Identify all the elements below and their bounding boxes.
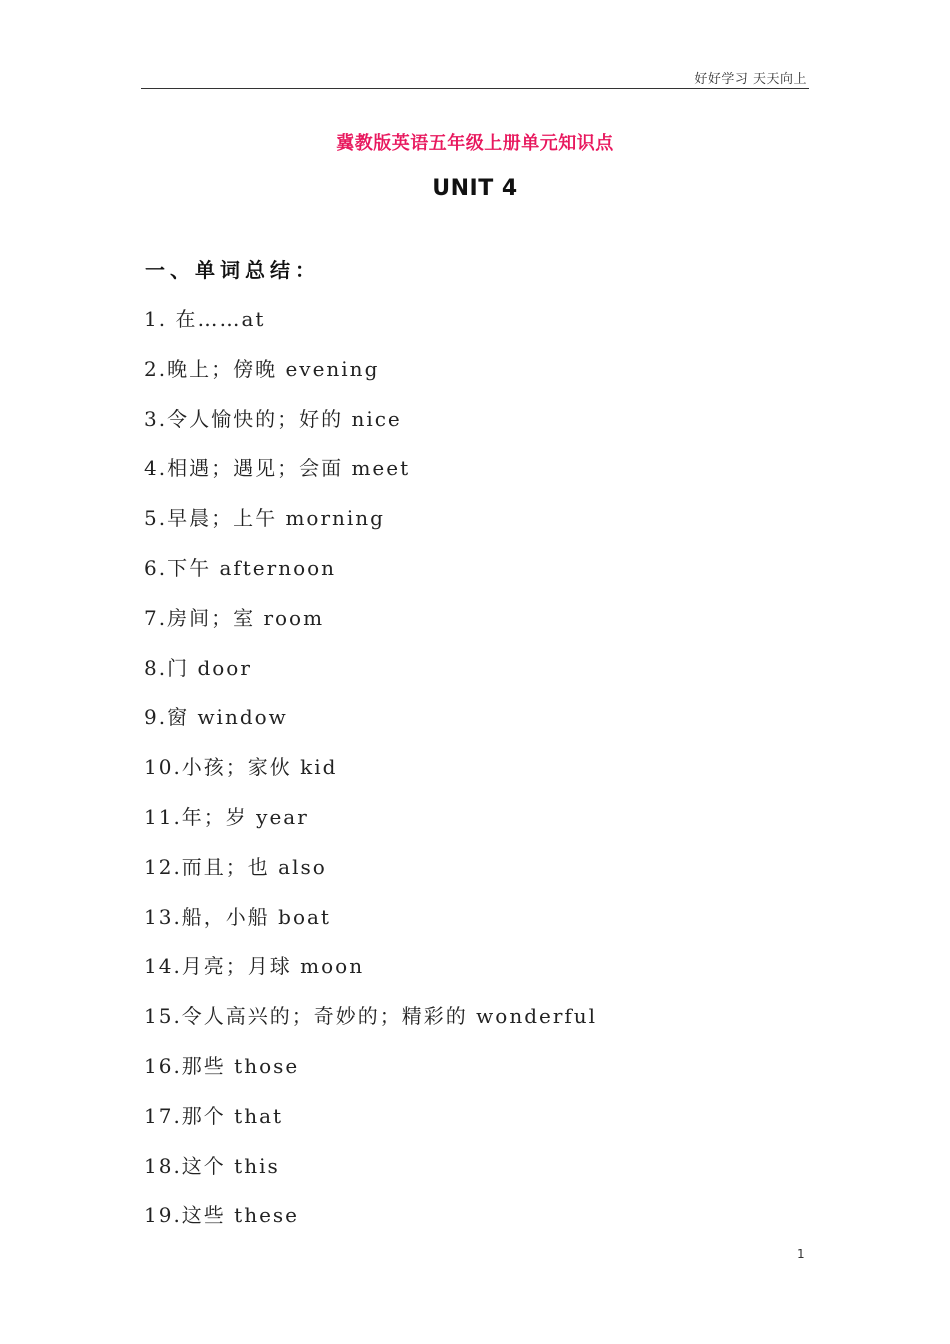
section-heading-vocabulary: 一、单词总结：	[145, 258, 320, 282]
vocab-item: 11.年；岁 year	[144, 804, 309, 829]
vocab-item: 1. 在……at	[144, 307, 266, 331]
header-motto: 好好学习 天天向上	[694, 72, 807, 87]
vocab-item: 18.这个 this	[144, 1153, 280, 1178]
vocab-item: 8.门 door	[144, 655, 252, 680]
vocab-item: 19.这些 these	[144, 1203, 300, 1228]
vocabulary-list	[144, 304, 597, 1250]
vocab-item: 2.晚上；傍晚 evening	[144, 356, 380, 381]
vocab-item: 14.月亮；月球 moon	[144, 954, 365, 979]
vocab-item: 13.船，小船 boat	[144, 904, 331, 929]
unit-title: UNIT 4	[432, 176, 518, 201]
vocab-item: 17.那个 that	[144, 1103, 284, 1128]
vocab-item: 15.令人高兴的；奇妙的；精彩的 wonderful	[144, 1004, 598, 1029]
vocab-item: 9.窗 window	[144, 705, 288, 730]
vocab-item: 5.早晨；上午 morning	[144, 506, 385, 531]
vocab-item: 6.下午 afternoon	[144, 555, 337, 580]
vocab-item: 7.房间；室 room	[144, 605, 325, 630]
vocab-item: 12.而且；也 also	[144, 854, 327, 879]
document-title: 冀教版英语五年级上册单元知识点	[336, 133, 614, 154]
page-header	[141, 66, 809, 89]
vocab-item: 3.令人愉快的；好的 nice	[144, 406, 402, 431]
vocab-item: 4.相遇；遇见；会面 meet	[144, 456, 411, 481]
page-number: 1	[797, 1247, 805, 1261]
vocab-item: 10.小孩；家伙 kid	[144, 755, 338, 780]
vocab-item: 16.那些 those	[144, 1053, 300, 1078]
